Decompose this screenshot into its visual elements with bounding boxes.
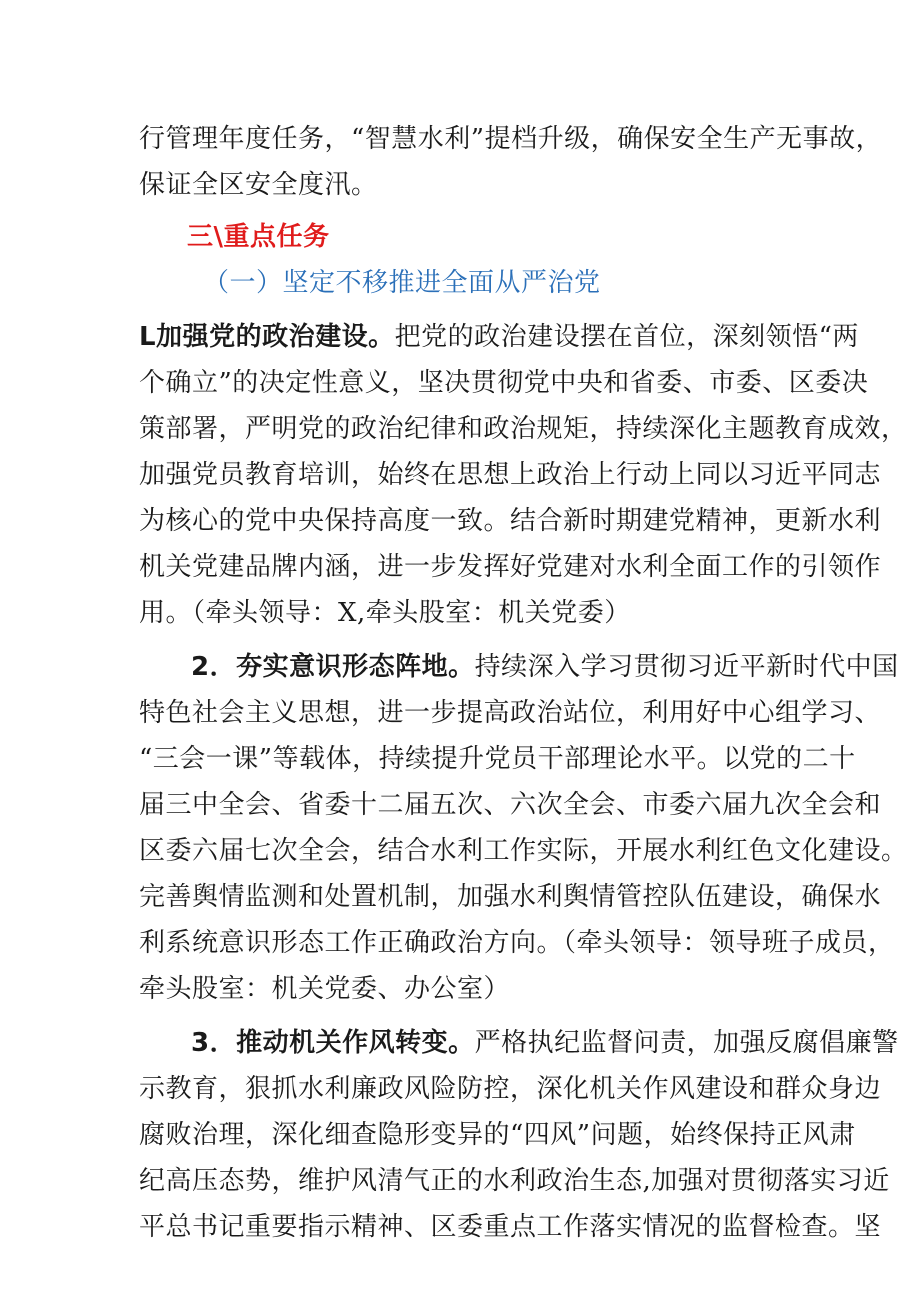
body-text-line: 届三中全会、省委十二届五次、六次全会、市委六届九次全会和	[139, 790, 882, 820]
item-text: 严格执纪监督问责，加强反腐倡廉警	[474, 1028, 899, 1058]
item-text: 把党的政治建设摆在首位，深刻领悟“两	[394, 322, 859, 352]
body-text-line: 示教育，狠抓水利廉政风险防控，深化机关作风建设和群众身边	[139, 1074, 882, 1104]
body-text-line: 区委六届七次全会，结合水利工作实际，开展水利红色文化建设。	[139, 836, 908, 866]
body-text-line: 个确立”的决定性意义，坚决贯彻党中央和省委、市委、区委决	[139, 368, 869, 398]
body-text-line: 牵头股室：机关党委、办公室）	[139, 974, 511, 1004]
body-text-line: 机关党建品牌内涵，进一步发挥好党建对水利全面工作的引领作	[139, 552, 882, 582]
body-text-line: “三会一课”等载体，持续提升党员干部理论水平。以党的二十	[139, 744, 856, 774]
paragraph-first-line	[139, 314, 859, 360]
body-text-line: 策部署，严明党的政治纪律和政治规矩，持续深化主题教育成效，	[139, 414, 908, 444]
body-text-line: 行管理年度任务，“智慧水利”提档升级，确保安全生产无事故，	[139, 124, 883, 154]
body-text-line: 平总书记重要指示精神、区委重点工作落实情况的监督检查。坚	[139, 1212, 882, 1242]
paragraph-first-line	[139, 1020, 899, 1066]
item-title: L加强党的政治建设。	[139, 322, 395, 352]
body-text-line: 完善舆情监测和处置机制，加强水利舆情管控队伍建设，确保水	[139, 882, 882, 912]
body-text-line: 纪高压态势，维护风清气正的水利政治生态,加强对贯彻落实习近	[139, 1166, 890, 1196]
sub-heading: （一）坚定不移推进全面从严治党	[203, 268, 601, 298]
paragraph-first-line	[139, 644, 899, 690]
item-title: 3．推动机关作风转变。	[191, 1028, 475, 1058]
body-text-line: 利系统意识形态工作正确政治方向。（牵头领导：领导班子成员，	[139, 928, 895, 958]
body-text-line: 为核心的党中央保持高度一致。结合新时期建党精神，更新水利	[139, 506, 882, 536]
body-text-line: 用。（牵头领导：X,牵头股室：机关党委）	[139, 598, 631, 628]
section-heading: 三\重点任务	[187, 222, 330, 252]
body-text-line: 腐败治理，深化细查隐形变异的“四风”问题，始终保持正风肃	[139, 1120, 856, 1150]
body-text-line: 特色社会主义思想，进一步提高政治站位，利用好中心组学习、	[139, 698, 882, 728]
body-text-line: 加强党员教育培训，始终在思想上政治上行动上同以习近平同志	[139, 460, 882, 490]
item-title: 2．夯实意识形态阵地。	[191, 652, 475, 682]
body-text-line: 保证全区安全度汛。	[139, 170, 378, 200]
item-text: 持续深入学习贯彻习近平新时代中国	[474, 652, 899, 682]
